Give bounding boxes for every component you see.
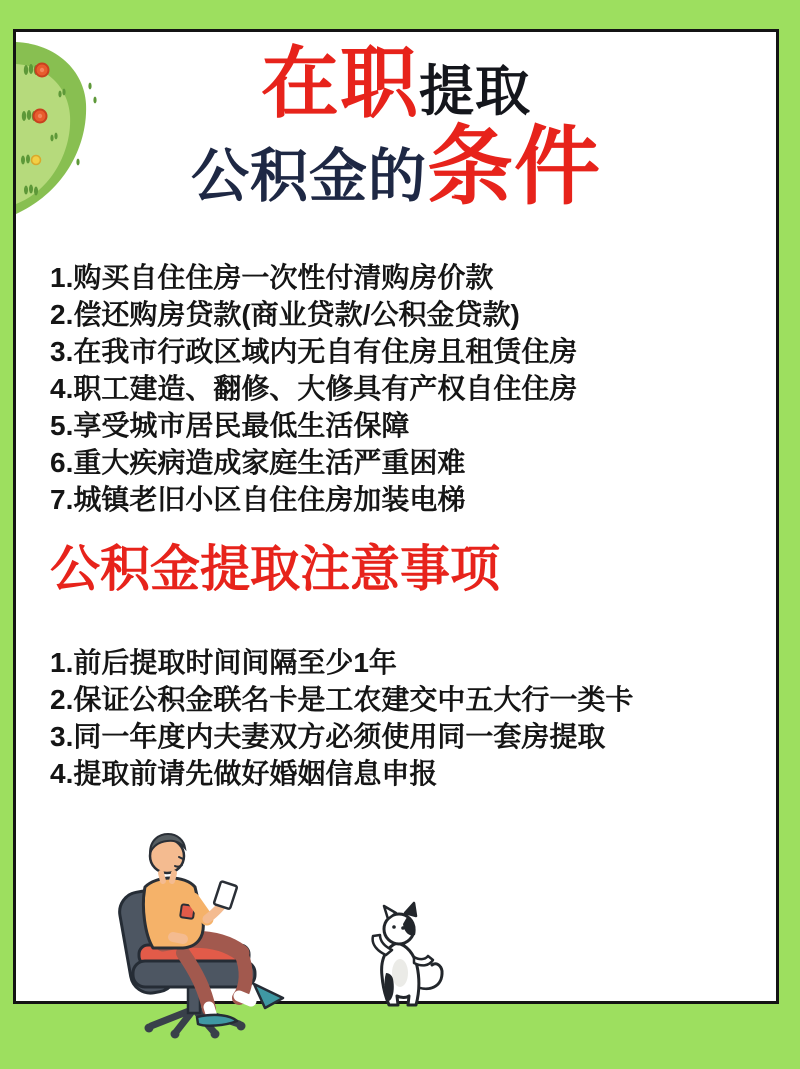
man-reading-illustration	[143, 834, 283, 1026]
notice-item-4: 4.提取前请先做好婚姻信息申报	[50, 758, 438, 789]
condition-item-5: 5.享受城市居民最低生活保障	[50, 410, 410, 441]
title-highlight-zaizhi: 在职	[260, 39, 419, 127]
condition-item-4: 4.职工建造、翻修、大修具有产权自住住房	[50, 373, 578, 404]
withdrawal-conditions-list	[50, 259, 756, 518]
condition-item-1: 1.购买自住住房一次性付清购房价款	[50, 262, 494, 293]
poster-title	[16, 39, 776, 215]
condition-item-2: 2.偿还购房贷款(商业贷款/公积金贷款)	[50, 299, 520, 330]
cat-illustration	[373, 903, 442, 1005]
notice-item-3: 3.同一年度内夫妻双方必须使用同一套房提取	[50, 721, 606, 752]
notice-heading: 公积金提取注意事项	[50, 541, 500, 597]
title-text-gongjijin: 公积金的	[190, 144, 427, 209]
title-line-2	[16, 119, 776, 215]
title-text-tiqu: 提取	[419, 60, 532, 122]
condition-item-6: 6.重大疾病造成家庭生活严重困难	[50, 447, 466, 478]
condition-item-7: 7.城镇老旧小区自住住房加装电梯	[50, 484, 466, 515]
condition-item-3: 3.在我市行政区域内无自有住房且租赁住房	[50, 336, 578, 367]
notice-list	[50, 644, 756, 792]
notice-item-2: 2.保证公积金联名卡是工农建交中五大行一类卡	[50, 684, 634, 715]
bottom-illustration	[55, 795, 455, 1060]
title-line-1	[16, 39, 776, 127]
title-highlight-tiaojian: 条件	[427, 119, 601, 215]
notice-item-1: 1.前后提取时间间隔至少1年	[50, 647, 397, 678]
